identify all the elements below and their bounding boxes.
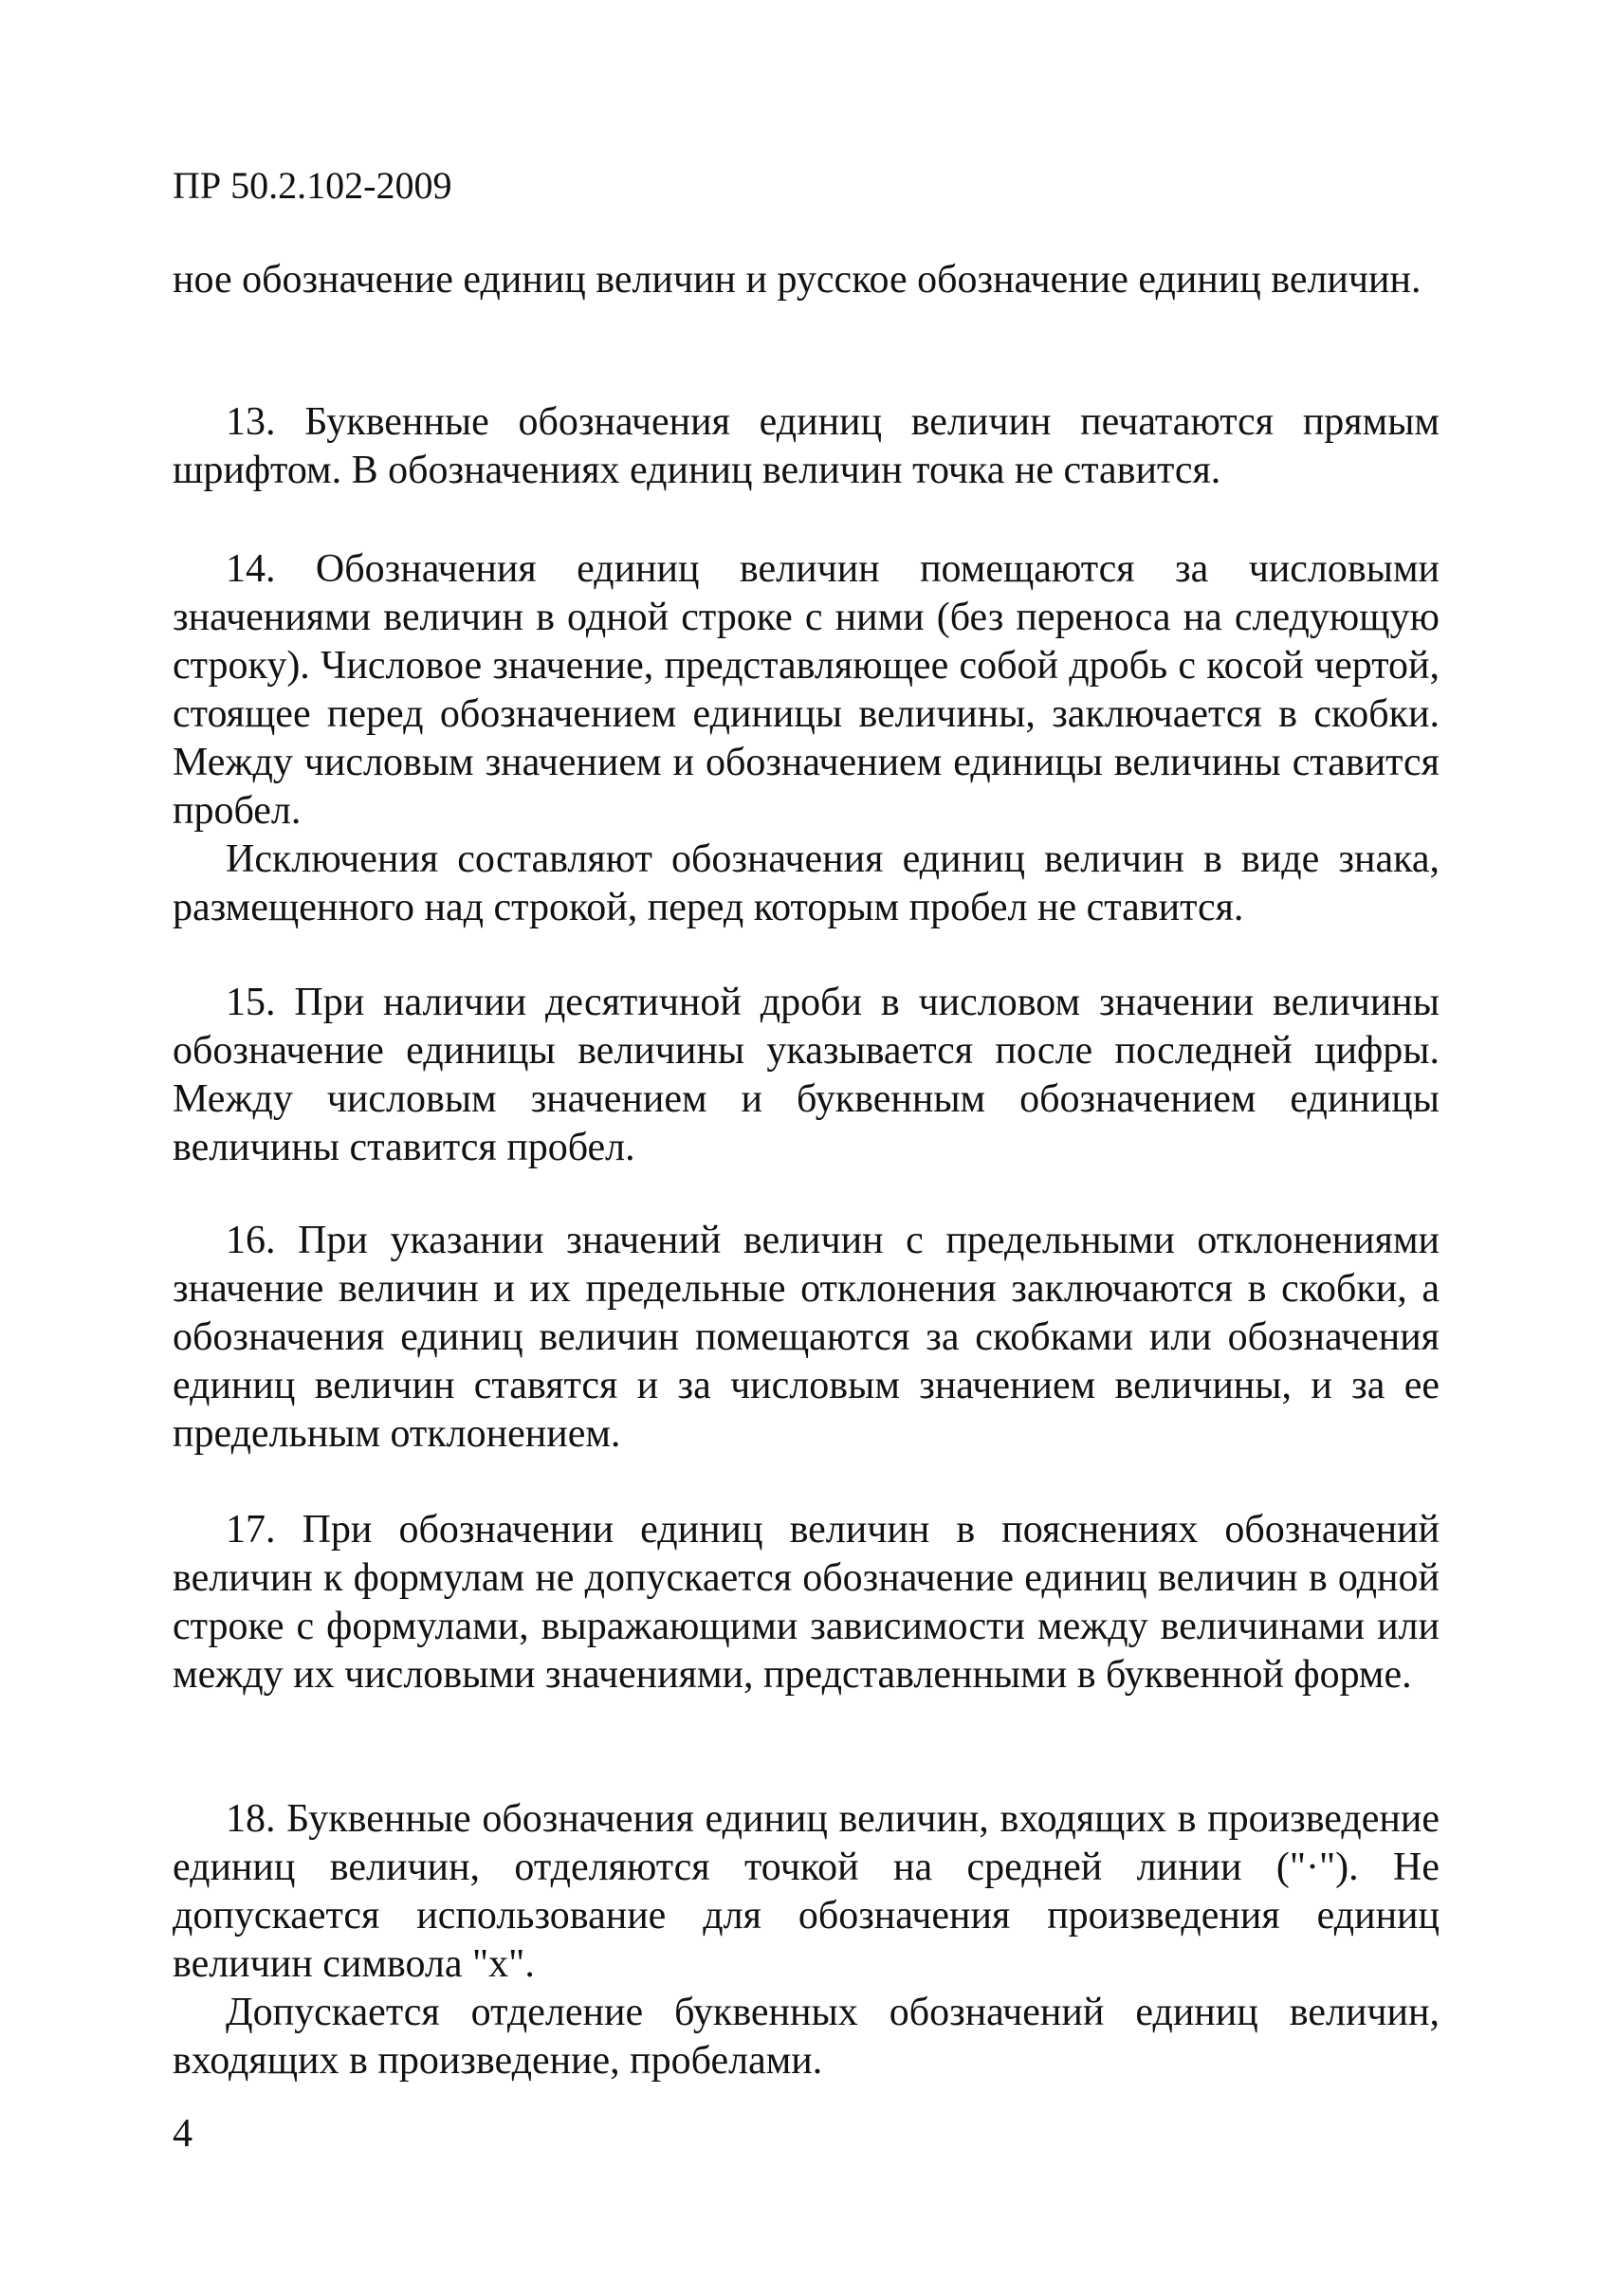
paragraph: 13. Буквенные обозначения единиц величин печатаются прямым шрифтом. В обозначениях единиц величин точка не ставится. (173, 400, 1440, 492)
paragraph: 14. Обозначения единиц величин помещаются за числовыми значениями величин в одной строке с ними (без переноса на следующую строку). Числовое значение, представляющее собой дробь с косой чертой, стоящее перед обозначением единицы величины, заключается в скобки. Между числовым значением и обозначением единицы величины ставится пробел. (173, 547, 1440, 833)
section-15 (173, 979, 1440, 1172)
section-17 (173, 1506, 1440, 1699)
section-18 (173, 1795, 1440, 2085)
paragraph: 17. При обозначении единиц величин в пояснениях обозначений величин к формулам не допускается обозначение единиц величин в одной строке с формулами, выражающими зависимости между величинами или между их числовыми значениями, представленными в буквенной форме. (173, 1508, 1440, 1697)
document-header: ПР 50.2.102-2009 (173, 164, 452, 207)
section-13 (173, 398, 1440, 495)
paragraph: 18. Буквенные обозначения единиц величин, входящих в произведение единиц величин, отделяются точкой на средней линии ("·"). Не допускается использование для обозначения произведения единиц величин символа "х". (173, 1797, 1440, 1986)
paragraph: Исключения составляют обозначения единиц величин в виде знака, размещенного над строкой, перед которым пробел не ставится. (173, 837, 1440, 929)
paragraph: ное обозначение единиц величин и русское обозначение единиц величин. (173, 258, 1421, 302)
page-number: 4 (173, 2112, 193, 2156)
paragraph: Допускается отделение буквенных обозначений единиц величин, входящих в произведение, пробелами. (173, 1991, 1440, 2083)
section-16 (173, 1217, 1440, 1459)
section-14 (173, 545, 1440, 932)
paragraph-continuation (173, 256, 1440, 304)
paragraph: 16. При указании значений величин с предельными отклонениями значение величин и их предельные отклонения заключаются в скобки, а обозначения единиц величин помещаются за скобками или обозначения единиц величин ставятся и за числовым значением величины, и за ее предельным отклонением. (173, 1219, 1440, 1456)
paragraph: 15. При наличии десятичной дроби в числовом значении величины обозначение единицы величины указывается после последней цифры. Между числовым значением и буквенным обозначением единицы величины ставится пробел. (173, 981, 1440, 1169)
